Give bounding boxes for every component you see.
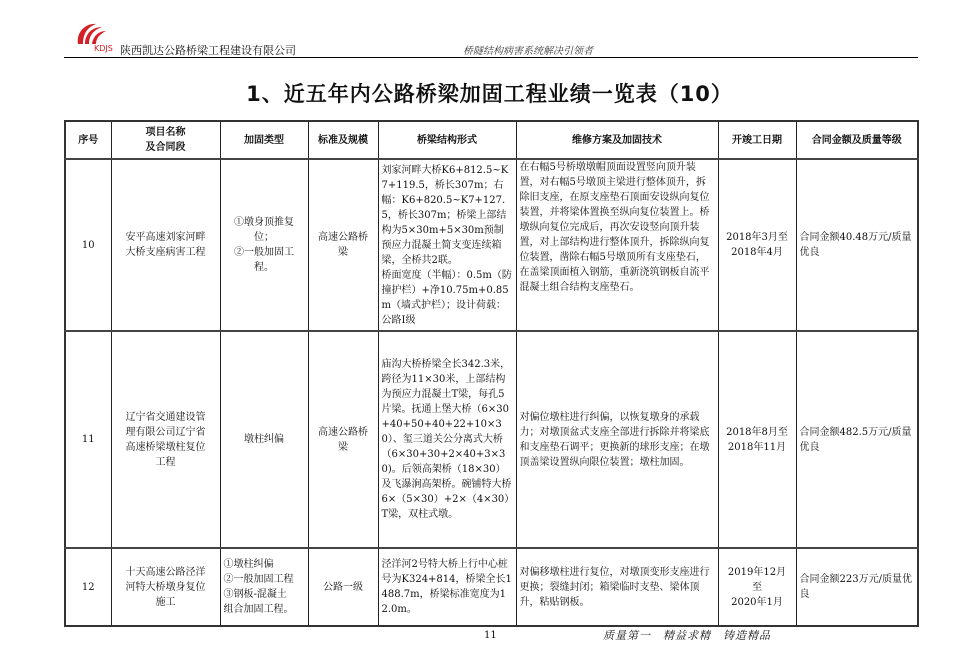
cell-plan: 对偏移墩柱进行复位，对墩顶变形支座进行更换；裂缝封闭；箱梁临时支垫、梁体顶升，粘贴钢板。 xyxy=(516,548,718,626)
table-header-row xyxy=(65,121,918,159)
cell-name: 辽宁省交通建设管 理有限公司辽宁省 高速桥梁墩柱复位 工程 xyxy=(111,331,220,548)
company-name: 陕西凯达公路桥梁工程建设有限公司 xyxy=(120,44,296,57)
column-header: 标准及规模 xyxy=(308,121,378,159)
logo-text: KDJS xyxy=(94,44,113,53)
cell-standard: 高速公路桥 梁 xyxy=(308,331,378,548)
cell-type: ①墩身顶推复 位； ②一般加固工 程。 xyxy=(220,159,308,331)
cell-contract: 合同金额40.48万元/质量优良 xyxy=(796,159,918,331)
cell-contract: 合同金额482.5万元/质量优良 xyxy=(796,331,918,548)
column-header: 维修方案及加固技术 xyxy=(516,121,718,159)
cell-plan: 对偏位墩柱进行纠偏，以恢复墩身的承载力；对墩顶盆式支座全部进行拆除并将梁底和支座垫石调平；更换新的球形支座；在墩顶盖梁设置纵向限位装置；墩柱加固。 xyxy=(516,331,718,548)
cell-type: ①墩柱纠偏 ②一般加固工程 ③钢板-混凝土 组合加固工程。 xyxy=(220,548,308,626)
column-header: 桥梁结构形式 xyxy=(378,121,516,159)
header-tagline: 桥隧结构病害系统解决引领者 xyxy=(463,46,593,57)
cell-contract: 合同金额223万元/质量优良 xyxy=(796,548,918,626)
column-header: 加固类型 xyxy=(220,121,308,159)
table-row xyxy=(65,159,918,331)
company-logo xyxy=(74,20,108,46)
cell-no: 11 xyxy=(65,331,111,548)
column-header: 开竣工日期 xyxy=(718,121,796,159)
cell-plan: 在右幅5号桥墩墩帽顶面设置竖向顶升装置，对右幅5号墩顶主梁进行整体顶升，拆除旧支座，在原支座垫石顶面安设纵向复位装置，并将梁体置换至纵向复位装置上。桥墩纵向复位完成后，再次安设竖向顶升装置，对上部结构进行整体顶升，拆除纵向复位装置，凿除右幅5号墩顶所有支座垫石，在盖梁顶面植入钢筋，重新浇筑钢板自流平混凝土组合结构支座垫石。 xyxy=(516,159,718,331)
table-row xyxy=(65,548,918,626)
header-divider xyxy=(64,57,918,58)
cell-dates: 2018年8月至 2018年11月 xyxy=(718,331,796,548)
cell-type: 墩柱纠偏 xyxy=(220,331,308,548)
page-number: 11 xyxy=(484,630,497,641)
cell-standard: 公路一级 xyxy=(308,548,378,626)
cell-dates: 2018年3月至 2018年4月 xyxy=(718,159,796,331)
cell-standard: 高速公路桥 梁 xyxy=(308,159,378,331)
cell-structure: 泾洋河2号特大桥上行中心桩号为K324+814，桥梁全长1488.7m，桥梁标准宽度为12.0m。 xyxy=(378,548,516,626)
performance-table xyxy=(64,120,919,627)
cell-name: 十天高速公路泾洋 河特大桥墩身复位 施工 xyxy=(111,548,220,626)
column-header: 合同金额及质量等级 xyxy=(796,121,918,159)
page-title: 1、近五年内公路桥梁加固工程业绩一览表（10） xyxy=(246,82,733,106)
cell-dates: 2019年12月 至 2020年1月 xyxy=(718,548,796,626)
cell-name: 安平高速刘家河畔 大桥支座病害工程 xyxy=(111,159,220,331)
page-footer xyxy=(64,629,917,645)
column-header: 项目名称 及合同段 xyxy=(111,121,220,159)
cell-structure: 刘家河畔大桥K6+812.5~K7+119.5，桥长307m；右幅：K6+820.5~K7+127.5，桥长307m；桥梁上部结构为5×30m+5×30m预制预应力混凝土简支变连续箱梁，全桥共2联。 桥面宽度（半幅）：0.5m（防撞护栏）+净10.75m+0.85m（墙式护栏）；设计荷载：公路Ⅰ级 xyxy=(378,159,516,331)
page-body xyxy=(64,120,917,645)
table-row xyxy=(65,331,918,548)
column-header: 序号 xyxy=(65,121,111,159)
footer-slogan: 质量第一 精益求精 铸造精品 xyxy=(603,629,771,642)
cell-structure: 庙沟大桥桥梁全长342.3米，跨径为11×30米，上部结构为预应力混凝土T梁，每孔5片梁。抚通上堡大桥（6×30+40+50+40+22+10×30）、玺三道关公分离式大桥（6×30+30+2×40+3×30)。后领高架桥（18×30）及飞瀑涧高架桥。碗铺特大桥6×（5×30）+2×（4×30）T梁，双柱式墩。 xyxy=(378,331,516,548)
cell-no: 10 xyxy=(65,159,111,331)
cell-no: 12 xyxy=(65,548,111,626)
